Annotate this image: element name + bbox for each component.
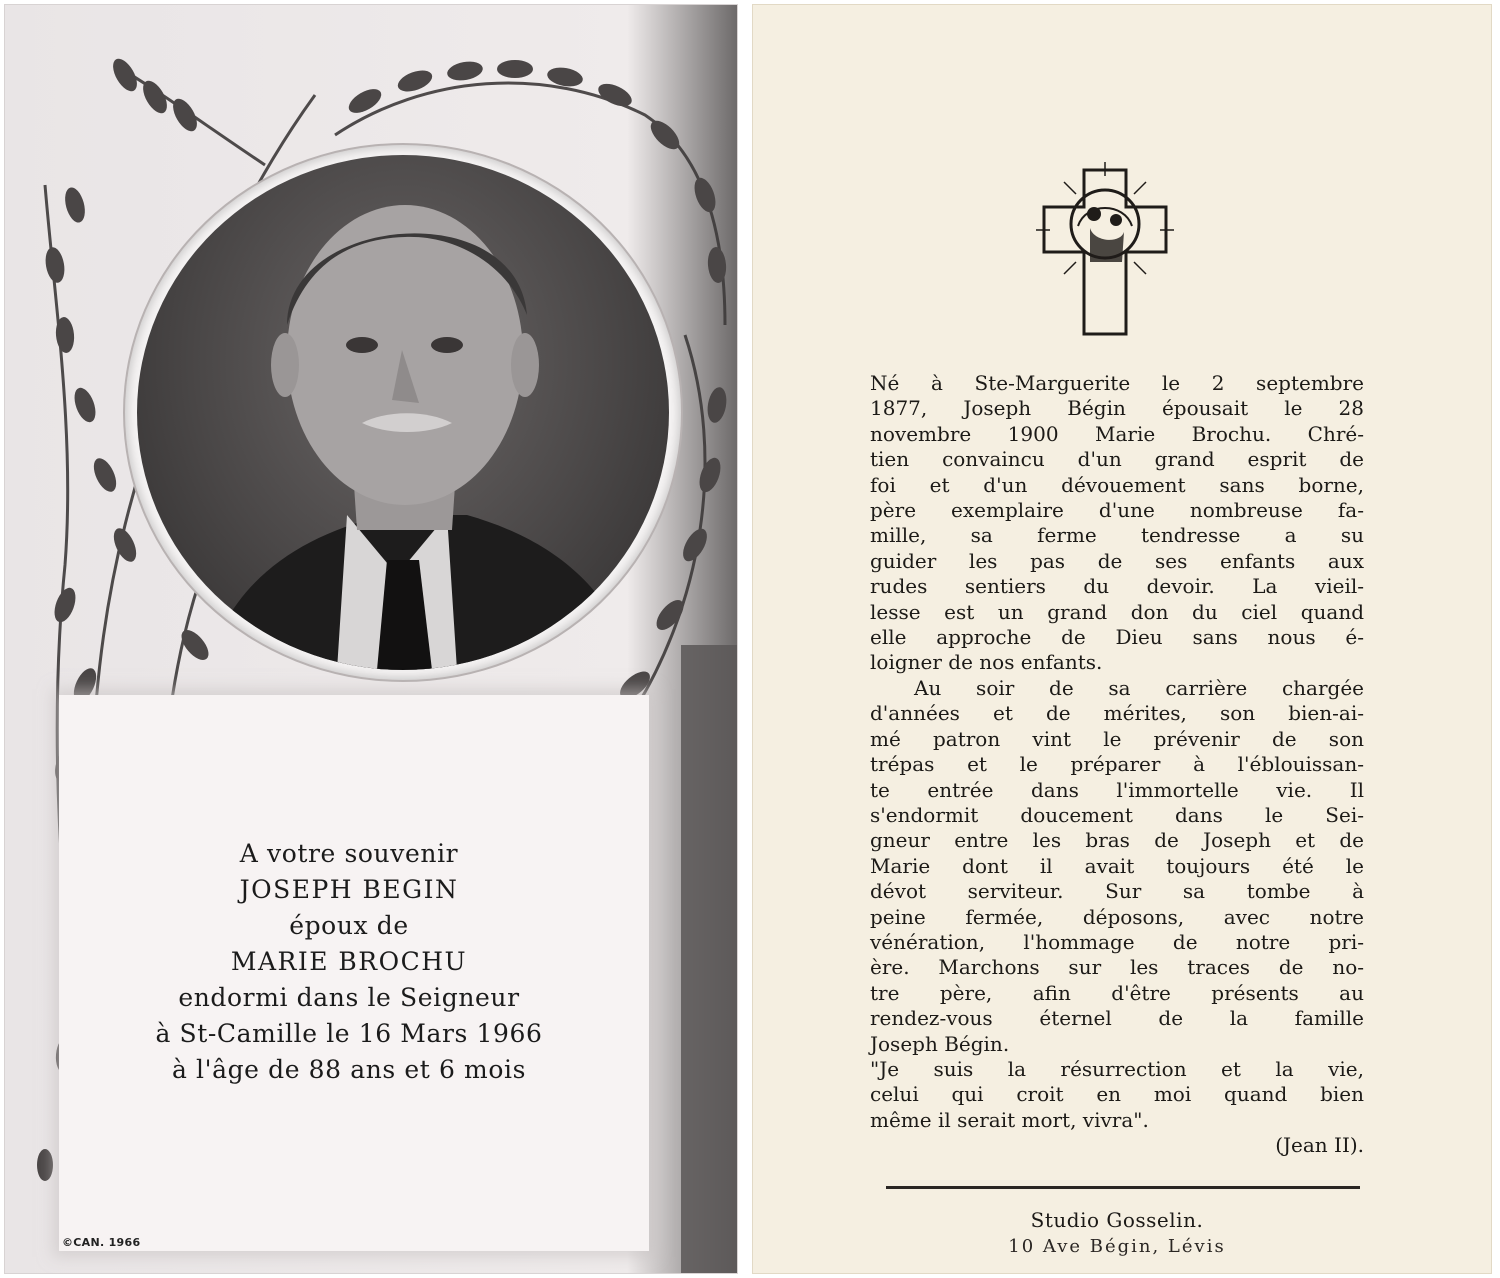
- bio-line: s'endormit doucement dans le Sei-: [870, 802, 1364, 827]
- divider-line: [886, 1186, 1360, 1189]
- studio-name: Studio Gosselin.: [1030, 1208, 1204, 1232]
- memorial-text: [54, 836, 644, 1088]
- biography-text: [870, 371, 1364, 1159]
- bio-line: vénération, l'hommage de notre pri-: [870, 929, 1364, 954]
- bio-line: Marie dont il avait toujours été le: [870, 853, 1364, 878]
- scripture-line: "Je suis la résurrection et la vie,: [870, 1056, 1364, 1081]
- bio-line: d'années et de mérites, son bien-ai-: [870, 701, 1364, 726]
- bio-line: 1877, Joseph Bégin épousait le 28: [870, 396, 1364, 421]
- bio-line: mille, sa ferme tendresse a su: [870, 523, 1364, 548]
- copyright-mark: ©CAN. 1966: [62, 1236, 141, 1249]
- memorial-line-intro: A votre souvenir: [239, 839, 459, 868]
- bio-line: Né à Ste-Marguerite le 2 septembre: [870, 371, 1364, 395]
- bio-line: dévot serviteur. Sur sa tombe à: [870, 879, 1364, 904]
- bio-line: père exemplaire d'une nombreuse fa-: [870, 498, 1364, 523]
- bio-line: gneur entre les bras de Joseph et de: [870, 828, 1364, 853]
- bio-line: tien convaincu d'un grand esprit de: [870, 447, 1364, 472]
- portrait-photo: [137, 155, 669, 670]
- bio-line: Joseph Bégin.: [870, 1031, 1010, 1056]
- bio-line: loigner de nos enfants.: [870, 650, 1103, 675]
- scripture-line: celui qui croit en moi quand bien: [870, 1082, 1364, 1107]
- bio-line: rudes sentiers du devoir. La vieil-: [870, 574, 1364, 599]
- studio-address: 10 Ave Bégin, Lévis: [1008, 1236, 1226, 1257]
- bio-line: Au soir de sa carrière chargée: [914, 675, 1364, 700]
- bio-line: tre père, afin d'être présents au: [870, 980, 1364, 1005]
- scripture-reference: (Jean II).: [1275, 1133, 1364, 1158]
- memorial-line-death: endormi dans le Seigneur: [178, 983, 520, 1012]
- bio-line: rendez-vous éternel de la famille: [870, 1006, 1364, 1031]
- bio-line: mé patron vint le prévenir de son: [870, 726, 1364, 751]
- bio-line: trépas et le préparer à l'éblouissan-: [870, 752, 1364, 777]
- bio-line: peine fermée, déposons, avec notre: [870, 904, 1364, 929]
- scripture-line: même il serait mort, vivra".: [870, 1107, 1149, 1132]
- bio-line: novembre 1900 Marie Brochu. Chré-: [870, 421, 1364, 446]
- bio-line: te entrée dans l'immortelle vie. Il: [870, 777, 1364, 802]
- bio-line: elle approche de Dieu sans nous é-: [870, 625, 1364, 650]
- holy-family-cross-icon: [1034, 162, 1176, 344]
- bio-line: foi et d'un dévouement sans borne,: [870, 472, 1364, 497]
- memorial-line-age: à l'âge de 88 ans et 6 mois: [171, 1055, 527, 1084]
- deceased-name: JOSEPH BEGIN: [239, 875, 459, 904]
- bio-line: guider les pas de ses enfants aux: [870, 548, 1364, 573]
- bio-line: ère. Marchons sur les traces de no-: [870, 955, 1364, 980]
- spouse-name: MARIE BROCHU: [230, 947, 468, 976]
- memorial-line-place-date: à St-Camille le 16 Mars 1966: [155, 1019, 543, 1048]
- memorial-line-spouse-intro: époux de: [289, 911, 409, 940]
- bio-line: lesse est un grand don du ciel quand: [870, 599, 1364, 624]
